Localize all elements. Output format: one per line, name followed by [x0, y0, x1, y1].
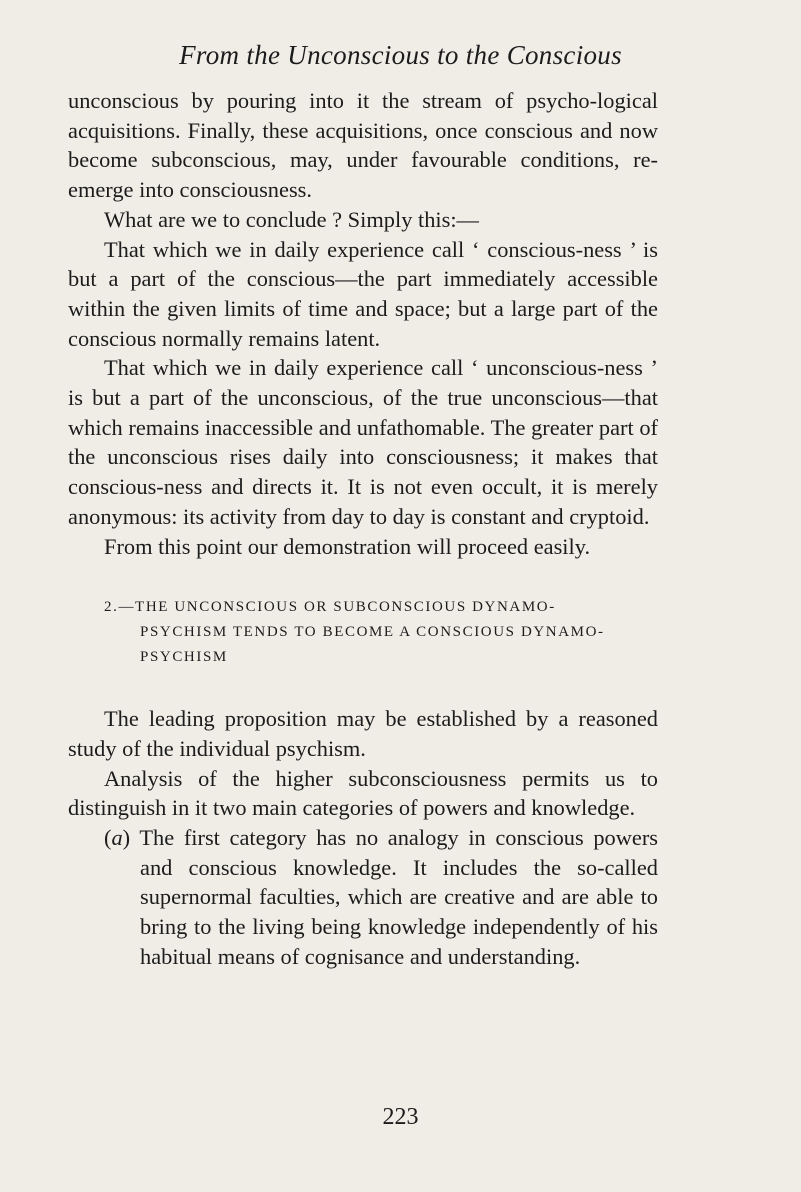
paragraph: The leading proposition may be established by a reasoned study of the individual psychism.: [68, 706, 658, 761]
section-heading-line: 2.—THE UNCONSCIOUS OR SUBCONSCIOUS DYNAMO-: [104, 599, 556, 616]
section-heading: [68, 595, 658, 670]
list-marker: a: [111, 825, 123, 851]
page-number: 223: [382, 1104, 419, 1130]
paragraph: That which we in daily experience call ‘ unconscious-ness ’ is but a part of the unconscious, of the true unconscious—that which remains inaccessible and unfathomable. The greater part of the unconscious rises daily into consciousness; it makes that conscious-ness and directs it. It is not even occult, it is merely anonymous: its activity from day to day is constant and cryptoid.: [68, 355, 658, 529]
running-head: From the Unconscious to the Conscious: [179, 40, 622, 70]
paragraph: That which we in daily experience call ‘ conscious-ness ’ is but a part of the conscious—the part immediately accessible within the given limits of time and space; but a large part of the conscious normally remains latent.: [68, 236, 658, 351]
paragraph: unconscious by pouring into it the stream of psycho-logical acquisitions. Finally, these acquisitions, once conscious and now become subconscious, may, under favourable conditions, re-emerge into consciousness.: [68, 88, 658, 203]
list-item-a: (a) The first category has no analogy in conscious powers and conscious knowledge. It includes the so-called supernormal faculties, which are creative and are able to bring to the living being knowledge independently of his habitual means of cognisance and understanding.: [104, 825, 658, 969]
page-body: [68, 86, 658, 972]
paragraph: Analysis of the higher subconsciousness permits us to distinguish in it two main categories of powers and knowledge.: [68, 765, 658, 821]
paragraph: What are we to conclude ? Simply this:—: [104, 206, 479, 232]
section-heading-line: PSYCHISM TENDS TO BECOME A CONSCIOUS DYNAMO-: [140, 624, 605, 641]
section-heading-line: PSYCHISM: [140, 649, 228, 666]
list-item-text: The first category has no analogy in conscious powers and conscious knowledge. It includes the so-called supernormal faculties, which are creative and are able to bring to the living being knowledge independently of his habitual means of cognisance and understanding.: [139, 825, 658, 969]
paragraph: From this point our demonstration will proceed easily.: [104, 533, 591, 559]
